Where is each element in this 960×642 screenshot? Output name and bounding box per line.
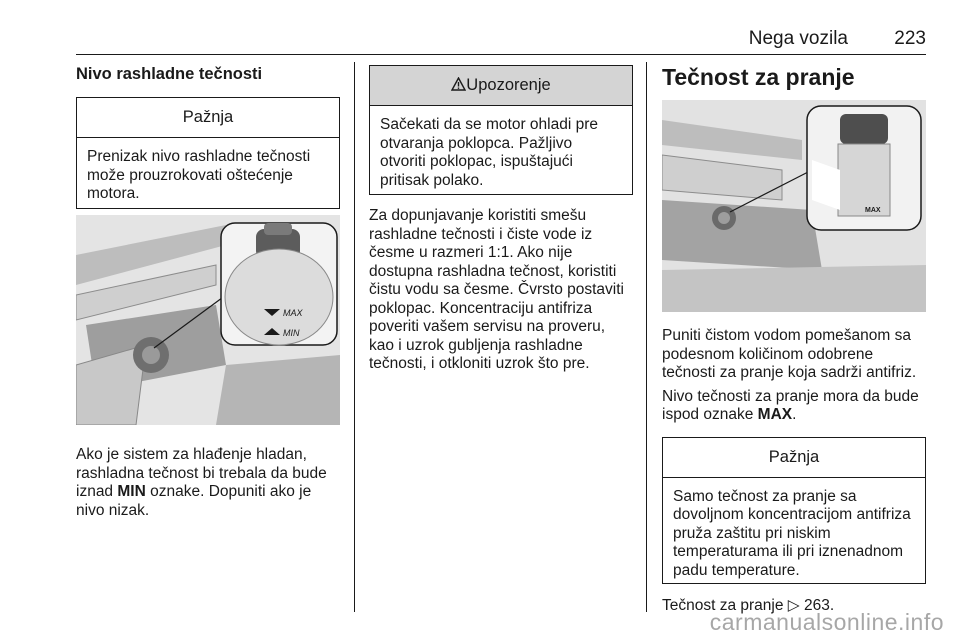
max-bold: MAX bbox=[757, 406, 793, 423]
section-title: Nega vozila bbox=[748, 28, 848, 49]
max-mark-label: MAX bbox=[283, 308, 303, 318]
warning-title-row bbox=[370, 66, 632, 106]
watermark: carmanualsonline.info bbox=[709, 609, 944, 635]
notice-body: Prenizak nivo rashladne tečnosti može prouzrokovati oštećenje motora. bbox=[87, 148, 311, 202]
coolant-reservoir-illustration bbox=[76, 215, 340, 425]
column-coolant bbox=[76, 62, 340, 209]
washer-notice-box bbox=[662, 437, 926, 584]
page-ref-link[interactable]: 263. bbox=[799, 596, 835, 614]
coolant-text bbox=[76, 446, 340, 520]
column-divider bbox=[354, 62, 355, 612]
notice-body: Samo tečnost za pranje sa dovoljnom koncentracijom antifriza pruža zaštitu pri niskim temperaturama ili pri iznenadnom padu temperature. bbox=[673, 487, 911, 579]
page-ref-arrow-icon: ▷ bbox=[787, 596, 800, 614]
washer-reservoir-figure bbox=[662, 100, 926, 312]
notice-title: Pažnja bbox=[663, 438, 925, 478]
column-washer bbox=[662, 62, 926, 91]
washer-paragraph-1: Puniti čistom vodom pomešanom sa podesnom količinom odobrene tečnosti za pranje koja sadrži antifriz. bbox=[662, 327, 917, 381]
column-divider bbox=[646, 62, 647, 612]
notice-title: Pažnja bbox=[77, 98, 339, 138]
coolant-heading: Nivo rashladne tečnosti bbox=[76, 65, 263, 83]
washer-paragraph-2: Nivo tečnosti za pranje mora da bude ispod oznake MAX. bbox=[662, 387, 919, 423]
refill-paragraph: Za dopunjavanje koristiti smešu rashladne tečnosti i čiste vode iz česme u razmeri 1:1. Ako nije dostupna rashladna tečnost, koristiti čistu vodu sa česme. Čvrsto postaviti poklopac. Koncentraciju antifriza poveriti vašem servisu na proveru, kao i uzrok gubljenja rashladne tečnosti, i otkloniti uzrok što pre. bbox=[369, 207, 624, 372]
washer-reservoir-illustration bbox=[662, 100, 926, 312]
warning-title: Upozorenje bbox=[466, 76, 551, 94]
column-warning bbox=[369, 62, 633, 374]
page-number: 223 bbox=[894, 28, 926, 49]
warning-box bbox=[369, 65, 633, 195]
page-header bbox=[76, 28, 926, 55]
washer-max-label: MAX bbox=[865, 207, 881, 214]
min-mark-label: MIN bbox=[283, 328, 300, 338]
washer-heading: Tečnost za pranje bbox=[662, 64, 855, 90]
coolant-paragraph: Ako je sistem za hlađenje hladan, rashladna tečnost bi trebala da bude iznad MIN oznake. Dopuniti ako je nivo nizak. bbox=[76, 446, 327, 519]
coolant-reservoir-figure bbox=[76, 215, 340, 425]
cross-reference: Tečnost za pranje ▷ 263. bbox=[662, 596, 835, 614]
coolant-notice-box bbox=[76, 97, 340, 209]
washer-text bbox=[662, 327, 926, 615]
min-bold: MIN bbox=[117, 483, 146, 500]
warning-triangle-icon bbox=[451, 77, 466, 91]
warning-body: Sačekati da se motor ohladi pre otvaranja poklopca. Pažljivo otvoriti poklopac, ispuštajući pritisak polako. bbox=[380, 116, 598, 189]
